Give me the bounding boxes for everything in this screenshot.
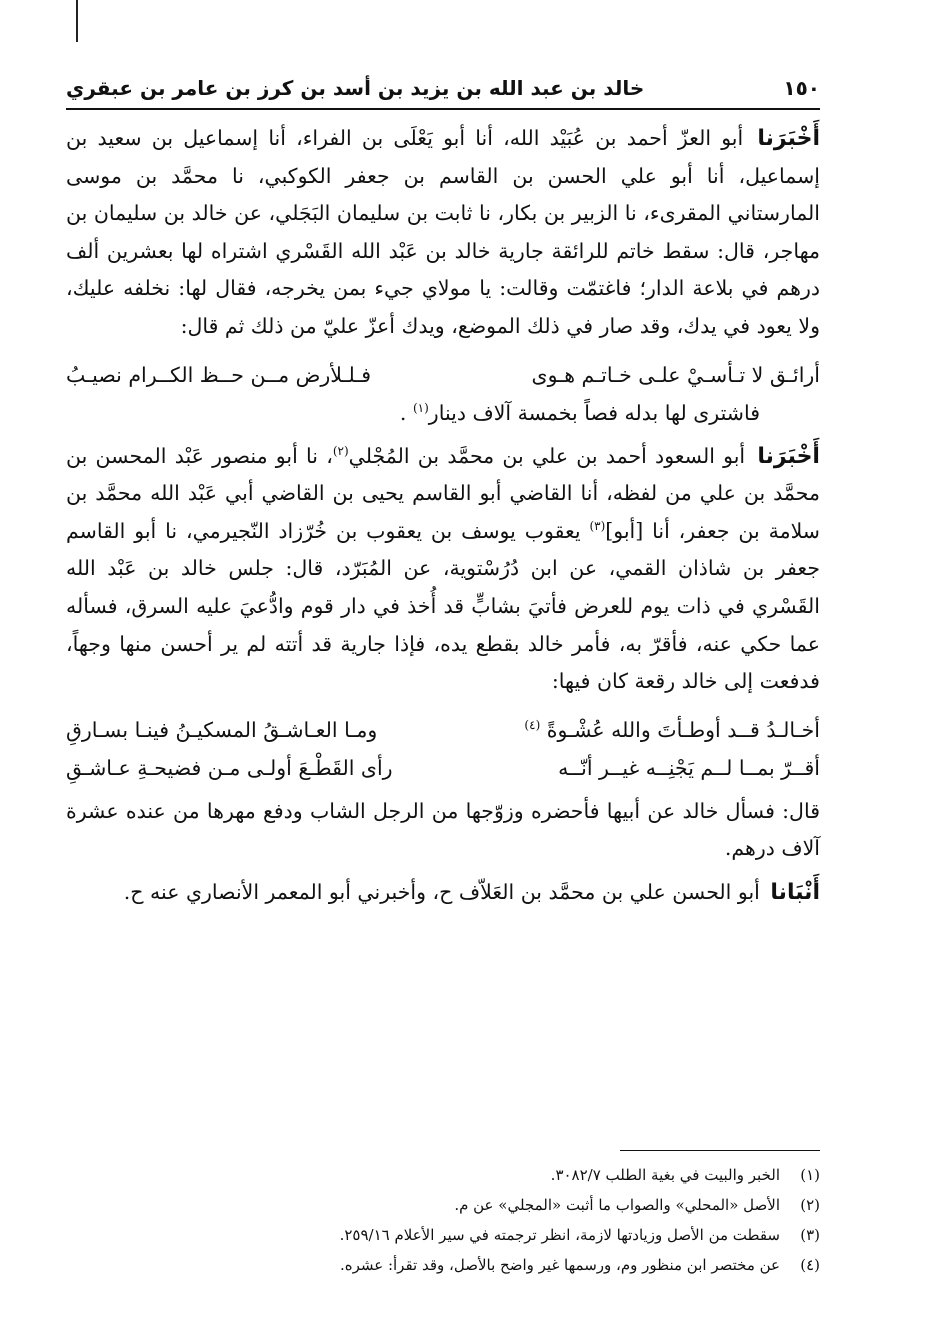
paragraph-text: يعقوب يوسف بن يعقوب بن خُرّزاد النّجيرمي، نا أبو القاسم جعفر بن شاذان القمي، عن ابن دُرُسْتوية، عن المُبَرّد، قال: جلس خالد بن عَبْد الله القَسْري في ذات يوم للعرض فأتيَ بشابٍّ قد أُخذ في دار قوم وادُّعيَ عليه السرق، فسأله عما حكي عنه، فأقرّ به، فأمر خالد بقطع يده، فإذا جارية قد أتته لم ير أحسن منها وجهاً، فدفعت إلى خالد رقعة كان فيها: <box>66 518 820 694</box>
paragraph-2 <box>66 438 820 701</box>
verse-hemistich-first: أرائـق لا تـأسـيْ علـى خـاتـم هـوى <box>531 362 820 387</box>
verse-hemistich-second: رأى القَطْـعَ أولـى مـن فضيحـةِ عـاشـقِ <box>66 755 393 780</box>
verse-hemistich-first <box>458 711 820 749</box>
paragraph-lead: أَنْبَانا <box>770 879 820 905</box>
paragraph-text: أبو العزّ أحمد بن عُبَيْد الله، أنا أبو يَعْلَى بن الفراء، أنا إسماعيل بن سعيد بن إسماعيل، أنا أبو علي الحسن بن القاسم بن جعفر الكوكبي، نا محمَّد بن موسى المارستاني المقرىء، نا الزبير بن بكار، نا ثابت بن سليمان البَجَلي، عن خالد بن سليمان بن مهاجر، قال: سقط خاتم للرائقة جارية خالد بن عَبْد الله القَسْري اشتراه لها بعشرين ألف درهم في بلاعة الدار؛ فاغتمّت وقالت: يا مولاي جيء بمن يخرجه، فقال لها: نخلفه عليك، ولا يعود في يدك، وقد صار في ذلك الموضع، ويدك أعزّ عليّ من ذلك ثم قال: <box>66 126 820 338</box>
verse-line <box>66 711 820 749</box>
footnote-separator <box>620 1150 820 1151</box>
footnotes <box>66 1160 820 1280</box>
header-rule <box>66 108 820 110</box>
footnote-text: عن مختصر ابن منظور وم، ورسمها غير واضح بالأصل، وقد تقرأ: عشره. <box>339 1256 780 1274</box>
footnote-text: الخبر والبيت في بغية الطلب ٣٠٨٢/٧. <box>550 1166 780 1184</box>
verse-continuation <box>66 394 820 432</box>
paragraph-lead: أَخْبَرَنا <box>757 443 820 469</box>
footnote-ref: (١) <box>412 400 429 415</box>
main-text <box>66 120 820 918</box>
page-number: ١٥٠ <box>783 76 820 100</box>
verse-block-1 <box>66 356 820 432</box>
paragraph-3 <box>66 793 820 868</box>
footnote-item <box>66 1220 820 1250</box>
page-header <box>66 70 820 106</box>
footnote-number: (٤) <box>800 1256 820 1274</box>
footnote-ref: (٢) <box>332 443 349 458</box>
footnote-item <box>66 1190 820 1220</box>
continuation-end: . <box>399 400 413 425</box>
verse-hemistich-first: أقــرّ بمــا لــم يَجْنِــه غيــر أنّــه <box>558 755 820 780</box>
paragraph-text: أبو الحسن علي بن محمَّد بن العَلاّف ح، وأخبرني أبو المعمر الأنصاري عنه ح. <box>123 879 760 904</box>
verse-line <box>66 749 820 787</box>
footnote-number: (٣) <box>800 1226 820 1244</box>
footnote-ref: (٤) <box>524 717 541 732</box>
paragraph-text: أبو السعود أحمد بن علي بن محمَّد بن المُجْلي <box>348 443 746 468</box>
paragraph-text: ، نا أبو منصور عَبْد المحسن بن محمَّد بن علي من لفظه، أنا القاضي أبو القاسم يحيى بن القاضي أبي عَبْد الله محمَّد بن سلامة بن جعفر، أنا [أبو] <box>66 443 820 543</box>
footnote-text: الأصل «المحلي» والصواب ما أثبت «المجلي» عن م. <box>454 1196 780 1214</box>
footnote-number: (٢) <box>800 1196 820 1214</box>
footnote-text: سقطت من الأصل وزيادتها لازمة، انظر ترجمته في سير الأعلام ٢٥٩/١٦. <box>339 1226 780 1244</box>
footnote-item <box>66 1160 820 1190</box>
footnote-item <box>66 1250 820 1280</box>
verse-hemistich-second: فـلـلأرض مــن حــظ الكــرام نصيـبُ <box>66 362 372 387</box>
paragraph-lead: أَخْبَرَنا <box>757 126 820 151</box>
paragraph-text: قال: فسأل خالد عن أبيها فأحضره وزوّجها من الرجل الشاب ودفع مهرها من عنده عشرة آلاف درهم. <box>66 798 820 861</box>
continuation-text: فاشترى لها بدله فصاً بخمسة آلاف دينار <box>428 400 760 425</box>
hemistich-text: أخـالـدُ قــد أوطـأتَ والله عُشْـوةً <box>546 717 820 742</box>
paragraph-4 <box>66 874 820 912</box>
footnote-ref: (٣) <box>589 518 606 533</box>
verse-hemistich-second: ومـا العـاشـقُ المسكيـنُ فينـا بسـارقِ <box>66 717 378 742</box>
paragraph-1 <box>66 120 820 346</box>
running-title: خالد بن عبد الله بن يزيد بن أسد بن كرز بن عامر بن عبقري <box>66 76 645 100</box>
footnote-number: (١) <box>800 1166 820 1184</box>
gutter-line <box>76 0 78 42</box>
verse-block-2 <box>66 711 820 787</box>
verse-line <box>66 356 820 394</box>
